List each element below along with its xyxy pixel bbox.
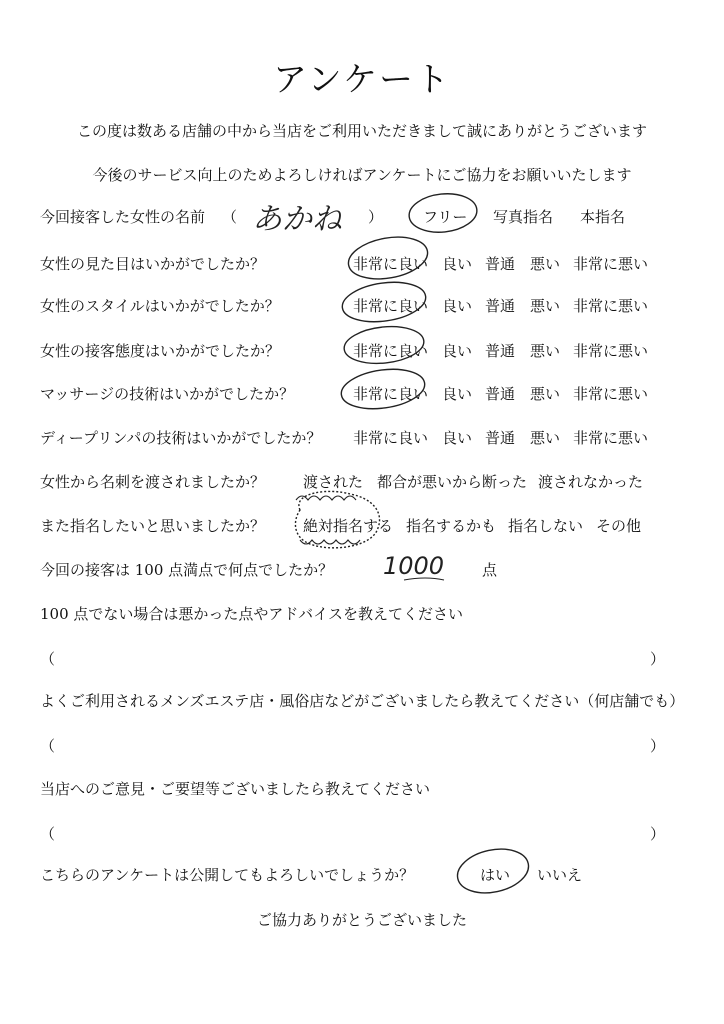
- card-declined[interactable]: 都合が悪いから断った: [377, 473, 528, 491]
- rating-question-lymph: ディープリンパの技術はいかがでしたか？: [40, 429, 322, 447]
- circle-massage-very-good: [339, 364, 427, 413]
- attitude-very-bad[interactable]: 非常に悪い: [573, 342, 649, 360]
- score-underline: [404, 578, 444, 580]
- name-handwritten: あかね: [252, 202, 342, 237]
- massage-very-good[interactable]: 非常に良い: [353, 385, 429, 403]
- looks-good[interactable]: 良い: [442, 255, 473, 273]
- circle-looks-very-good: [345, 231, 431, 284]
- attitude-average[interactable]: 普通: [485, 342, 516, 360]
- repeat-other[interactable]: その他: [596, 517, 642, 535]
- lymph-very-bad[interactable]: 非常に悪い: [573, 429, 649, 447]
- name-open-paren: （: [222, 208, 238, 226]
- attitude-good[interactable]: 良い: [442, 342, 473, 360]
- advice-open-paren: （: [40, 650, 56, 668]
- score-handwritten: 1000: [383, 552, 445, 580]
- looks-bad[interactable]: 悪い: [530, 255, 561, 273]
- rating-question-attitude: 女性の接客態度はいかがでしたか？: [40, 342, 281, 360]
- other-shops-question: よくご利用されるメンズエステ店・風俗店などがございましたら教えてください（何店舗でも）: [40, 692, 685, 710]
- style-bad[interactable]: 悪い: [530, 297, 561, 315]
- massage-very-bad[interactable]: 非常に悪い: [573, 385, 649, 403]
- intro-line-2: 今後のサービス向上のためよろしければアンケートにご協力をお願いいたします: [92, 166, 632, 184]
- feedback-close-paren[interactable]: ）: [650, 825, 666, 843]
- card-not-received[interactable]: 渡されなかった: [538, 473, 644, 491]
- massage-average[interactable]: 普通: [485, 385, 516, 403]
- repeat-no[interactable]: 指名しない: [508, 517, 584, 535]
- advice-close-paren[interactable]: ）: [650, 650, 666, 668]
- feedback-question: 当店へのご意見・ご要望等ございましたら教えてください: [40, 780, 431, 798]
- circle-publish-yes: [453, 843, 532, 899]
- card-received[interactable]: 渡された: [303, 473, 364, 491]
- looks-very-good[interactable]: 非常に良い: [353, 255, 429, 273]
- lymph-average[interactable]: 普通: [485, 429, 516, 447]
- other-shops-close-paren[interactable]: ）: [650, 737, 666, 755]
- score-question: 今回の接客は 100 点満点で何点でしたか？: [40, 561, 334, 579]
- circle-free: [407, 191, 479, 236]
- name-close-paren: ）: [368, 208, 384, 226]
- circle-attitude-very-good: [342, 323, 425, 367]
- style-very-good[interactable]: 非常に良い: [353, 297, 429, 315]
- other-shops-open-paren: （: [40, 737, 56, 755]
- publish-question: こちらのアンケートは公開してもよろしいでしょうか？: [40, 866, 415, 884]
- looks-average[interactable]: 普通: [485, 255, 516, 273]
- publish-no[interactable]: いいえ: [537, 866, 583, 884]
- publish-yes[interactable]: はい: [480, 866, 511, 884]
- massage-good[interactable]: 良い: [442, 385, 473, 403]
- feedback-open-paren: （: [40, 825, 56, 843]
- advice-question: 100 点でない場合は悪かった点やアドバイスを教えてください: [40, 605, 463, 623]
- repeat-definitely[interactable]: 絶対指名する: [303, 517, 394, 535]
- option-free[interactable]: フリー: [423, 208, 468, 226]
- repeat-maybe[interactable]: 指名するかも: [406, 517, 497, 535]
- circle-style-very-good: [340, 277, 428, 326]
- looks-very-bad[interactable]: 非常に悪い: [573, 255, 649, 273]
- survey-title: アンケート: [273, 60, 451, 100]
- rating-question-looks: 女性の見た目はいかがでしたか？: [40, 255, 266, 273]
- lymph-good[interactable]: 良い: [442, 429, 473, 447]
- attitude-very-good[interactable]: 非常に良い: [353, 342, 429, 360]
- style-average[interactable]: 普通: [485, 297, 516, 315]
- score-unit: 点: [482, 561, 498, 579]
- attitude-bad[interactable]: 悪い: [530, 342, 561, 360]
- scribble-definitely-nominate: [296, 496, 360, 544]
- style-good[interactable]: 良い: [442, 297, 473, 315]
- lymph-very-good[interactable]: 非常に良い: [353, 429, 429, 447]
- rating-question-style: 女性のスタイルはいかがでしたか？: [40, 297, 280, 315]
- closing-message: ご協力ありがとうございました: [256, 911, 467, 929]
- repeat-question: また指名したいと思いましたか？: [40, 517, 266, 535]
- massage-bad[interactable]: 悪い: [530, 385, 561, 403]
- intro-line-1: この度は数ある店舗の中から当店をご利用いただきまして誠にありがとうございます: [76, 122, 647, 140]
- name-question: 今回接客した女性の名前: [40, 208, 206, 226]
- style-very-bad[interactable]: 非常に悪い: [573, 297, 649, 315]
- lymph-bad[interactable]: 悪い: [530, 429, 561, 447]
- rating-question-massage: マッサージの技術はいかがでしたか？: [40, 385, 295, 403]
- option-main-nomination[interactable]: 本指名: [580, 208, 626, 226]
- card-question: 女性から名刺を渡されましたか？: [40, 473, 266, 491]
- option-photo-nomination[interactable]: 写真指名: [493, 208, 554, 226]
